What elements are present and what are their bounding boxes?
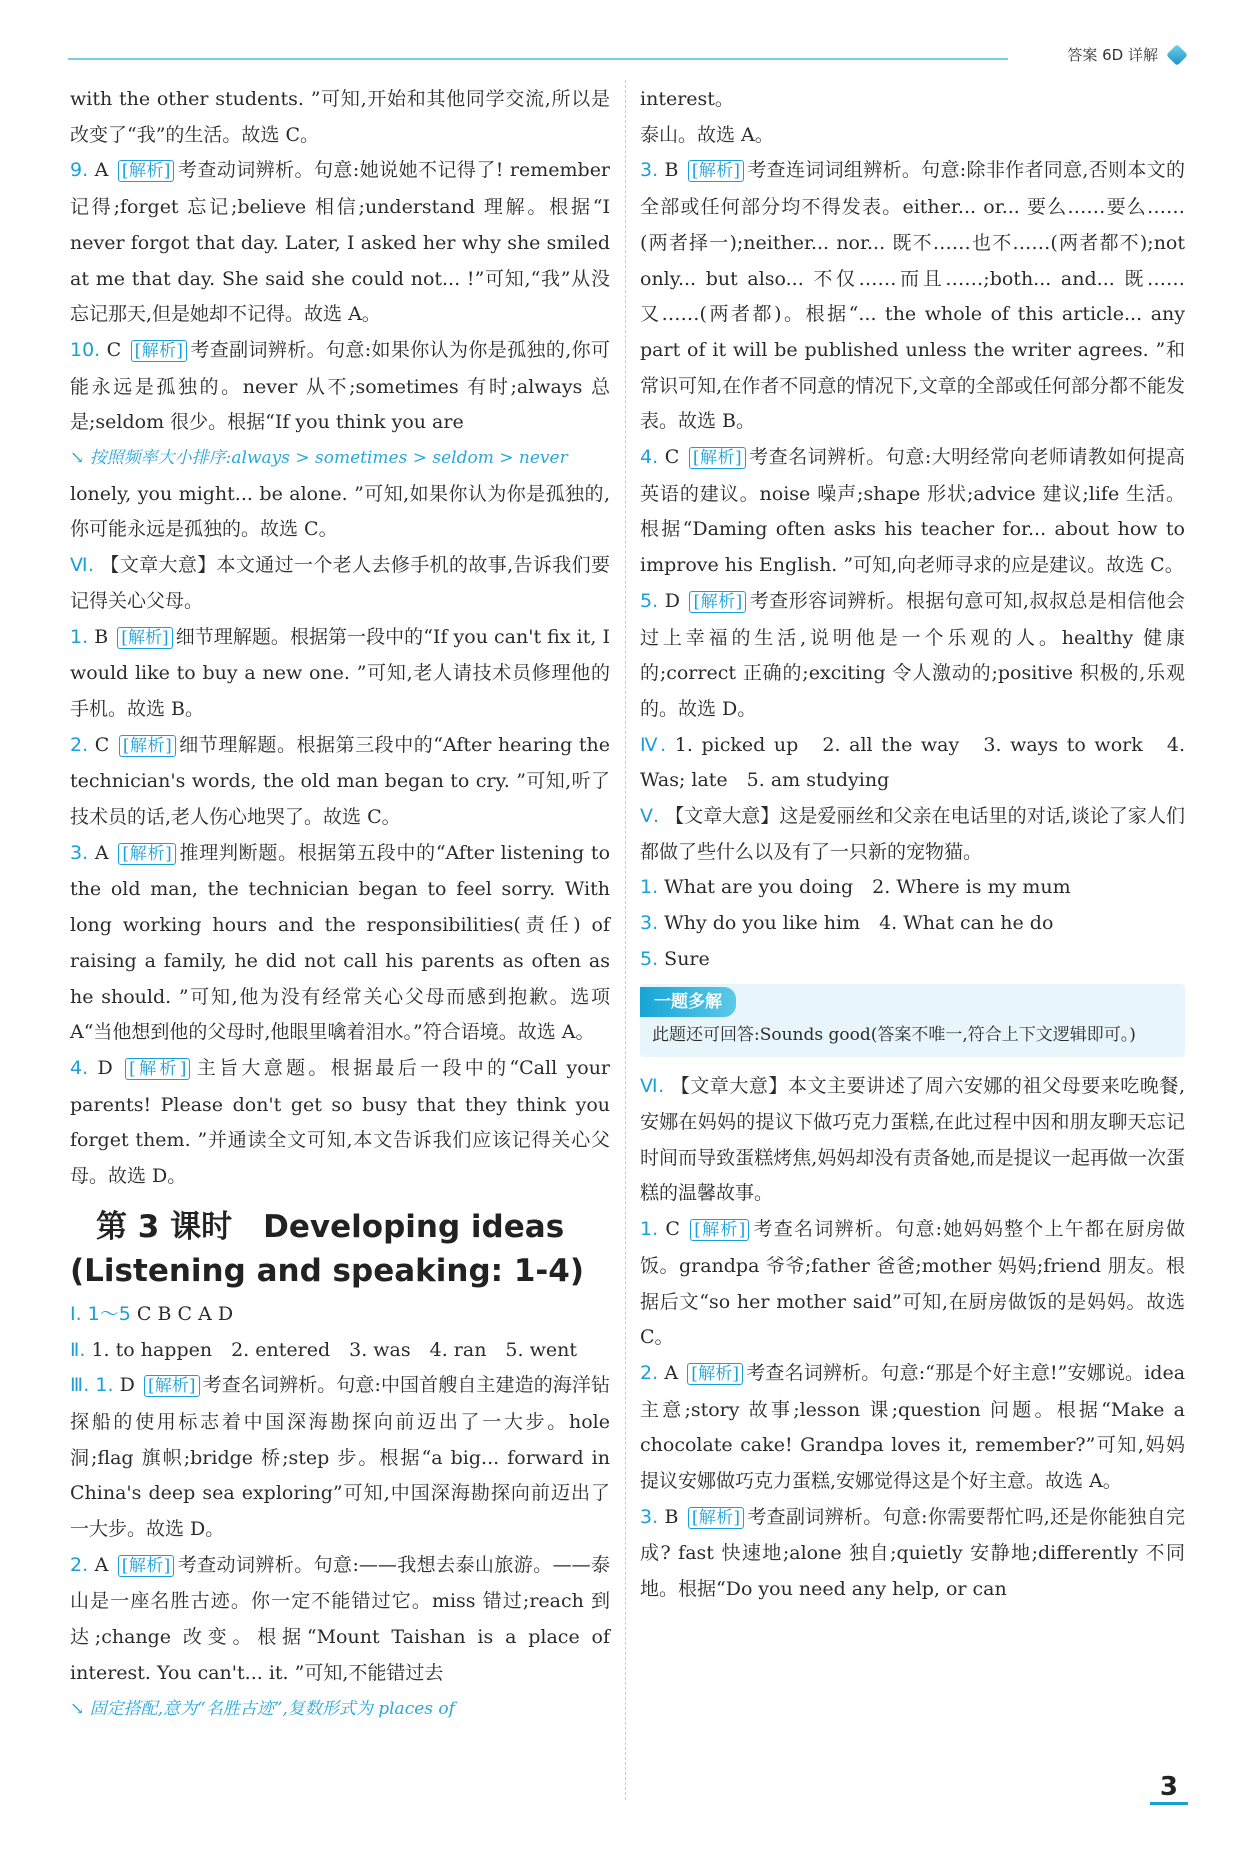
- answer-text: 细节理解题。根据第一段中的“If you can't fix it, I would like to buy a new one. ”可知,老人请技术员修理他的手机。故选 B。: [70, 625, 610, 720]
- answer-item: [70, 1333, 610, 1369]
- analysis-tag: [解析]: [689, 591, 746, 613]
- answer-text: lonely, you might... be alone. ”可知,如果你认为你是孤独的,你可能永远是孤独的。故选 C。: [70, 482, 610, 541]
- answer-item: [640, 942, 1185, 978]
- item-number: 9.: [70, 159, 95, 182]
- answer-letter: D: [119, 1374, 141, 1397]
- answer-item: [640, 799, 1185, 870]
- alternative-answer-tag: 一题多解: [640, 987, 736, 1017]
- answer-text: 考查形容词辨析。根据句意可知,叔叔总是相信他会过上幸福的生活,说明他是一个乐观的人。healthy 健康的;correct 正确的;exciting 令人激动的;positive 积极的,乐观的。故选 D。: [640, 589, 1186, 720]
- item-number: 5.: [640, 947, 665, 970]
- header-rule: [68, 58, 1008, 60]
- answer-text: 推理判断题。根据第五段中的“After listening to the old man, the technician began to feel sorry. With long working hours and the responsibilities(责任) of raising a family, he did not call his parents as often as he should. ”可知,他为没有经常关心父母而感到抱歉。选项 A“当他想到他的父母时,他眼里噙着泪水。”符合语境。故选 A。: [70, 841, 611, 1044]
- answer-letter: B: [664, 159, 685, 182]
- answer-item: [640, 1069, 1185, 1212]
- answer-text: 考查名词辨析。句意:“那是个好主意!”安娜说。idea 主意;story 故事;lesson 课;question 问题。根据“Make a chocolate cake! Grandpa loves it, remember?”可知,妈妈提议安娜做巧克力蛋糕,安娜觉得这是个好主意。故选 A。: [640, 1361, 1186, 1493]
- answer-text: 考查名词辨析。句意:中国首艘自主建造的海洋钻探船的使用标志着中国深海勘探向前迈出了一大步。hole 洞;flag 旗帜;bridge 桥;step 步。根据“a big... forward in China's deep sea exploring”可知,中国深海勘探向前迈出了一大步。故选 D。: [70, 1374, 610, 1541]
- item-number: 10.: [70, 338, 107, 361]
- answer-item: [640, 1500, 1185, 1608]
- item-number: 1.: [70, 625, 95, 648]
- answer-text: 主旨大意题。根据最后一段中的“Call your parents! Please don't get so busy that they think you forget them. ”并通读全文可知,本文告诉我们应该记得关心父母。故选 D。: [70, 1056, 611, 1188]
- answer-item: [70, 1297, 610, 1333]
- analysis-tag: [解析]: [131, 340, 187, 362]
- answer-text: 【文章大意】本文主要讲述了周六安娜的祖父母要来吃晚餐,安娜在妈妈的提议下做巧克力蛋糕,在此过程中因和朋友聊天忘记时间而导致蛋糕烤焦,妈妈却没有责备她,而是提议一起再做一次蛋糕的温馨故事。: [640, 1075, 1185, 1205]
- analysis-tag: [解析]: [118, 843, 175, 865]
- answer-text: 【文章大意】这是爱丽丝和父亲在电话里的对话,谈论了家人们都做了些什么以及有了一只新的宠物猫。: [640, 805, 1185, 863]
- answer-item: [70, 548, 610, 619]
- answer-item: [70, 333, 610, 548]
- analysis-tag: [解析]: [117, 627, 172, 649]
- item-number: Ⅰ. 1～5: [70, 1302, 137, 1325]
- lesson-title-line1: 第 3 课时 Developing ideas: [96, 1208, 565, 1245]
- answer-text: 1. picked up 2. all the way 3. ways to work 4. Was; late 5. am studying: [640, 733, 1185, 792]
- answer-text: interest。: [640, 88, 734, 110]
- answer-item: [640, 1356, 1185, 1500]
- answer-text: 泰山。故选 A。: [640, 123, 774, 146]
- answer-item: [640, 870, 1185, 906]
- item-number: 4.: [640, 446, 665, 469]
- item-number: 4.: [70, 1056, 98, 1079]
- answer-item: [640, 440, 1185, 584]
- annotation-note: ↘ 按照频率大小排序:always > sometimes > seldom > never: [70, 448, 568, 469]
- item-number: Ⅱ.: [70, 1338, 92, 1361]
- item-number: 2.: [640, 1361, 665, 1384]
- answer-item: [70, 620, 610, 728]
- item-number: 3.: [640, 912, 665, 935]
- answer-item: [640, 153, 1185, 440]
- header-label: 答案 6D 详解: [1067, 46, 1158, 64]
- answer-letter: D: [97, 1056, 123, 1079]
- answer-text: with the other students. ”可知,开始和其他同学交流,所以是改变了“我”的生活。故选 C。: [70, 88, 610, 146]
- analysis-tag: [解析]: [687, 1363, 743, 1385]
- right-column: [640, 82, 1185, 1608]
- answer-letter: C: [106, 338, 128, 361]
- answer-letter: A: [94, 841, 116, 864]
- answer-text: C B C A D: [136, 1302, 234, 1325]
- answer-item: [70, 728, 610, 836]
- answer-text: 考查连词词组辨析。句意:除非作者同意,否则本文的全部或任何部分均不得发表。either... or... 要么……要么……(两者择一);neither... nor... 既不……也不……(两者都不);not only... but also... 不仅……而且……;both... and... 既……又……(两者都)。根据“... the whole of this article... any part of it will be published unless the writer agrees. ”和常识可知,在作者不同意的情况下,文章的全部或任何部分都不能发表。故选 B。: [640, 159, 1185, 433]
- analysis-tag: [解析]: [689, 447, 746, 469]
- answer-item: [640, 728, 1185, 799]
- item-number: Ⅳ.: [640, 733, 675, 756]
- answer-text: What are you doing 2. Where is my mum: [664, 876, 1071, 899]
- lesson-title: [70, 1205, 610, 1293]
- item-number: 3.: [640, 159, 665, 182]
- analysis-tag: [解析]: [690, 1219, 749, 1241]
- answer-text: 考查副词辨析。句意:你需要帮忙吗,还是你能独自完成? fast 快速地;alone 独自;quietly 安静地;differently 不同地。根据“Do you need any help, or can: [640, 1505, 1185, 1601]
- answer-letter: A: [664, 1361, 685, 1384]
- answer-item: [640, 1212, 1185, 1356]
- analysis-tag: [解析]: [688, 1507, 744, 1529]
- answer-text: 考查副词辨析。句意:如果你认为你是孤独的,你可能永远是孤独的。never 从不;sometimes 有时;always 总是;seldom 很少。根据“If you think you are: [70, 338, 611, 434]
- item-number: 3.: [70, 841, 95, 864]
- answer-letter: A: [94, 1553, 115, 1576]
- answer-letter: B: [664, 1505, 685, 1528]
- answer-text: Why do you like him 4. What can he do: [664, 912, 1054, 935]
- left-column: [70, 82, 610, 1727]
- answer-text: 1. to happen 2. entered 3. was 4. ran 5. went: [91, 1338, 577, 1361]
- analysis-tag: [解析]: [118, 1555, 175, 1577]
- answer-item: [70, 1548, 610, 1728]
- item-number: 5.: [640, 589, 665, 612]
- answer-text: 【文章大意】本文通过一个老人去修手机的故事,告诉我们要记得关心父母。: [70, 554, 610, 612]
- answer-item: [70, 1051, 610, 1195]
- item-number: Ⅵ.: [70, 554, 101, 577]
- answer-item: [70, 82, 610, 153]
- item-number: Ⅲ. 1.: [70, 1374, 120, 1397]
- answer-item: [70, 836, 610, 1051]
- analysis-tag: [解析]: [125, 1058, 190, 1080]
- item-number: 1.: [640, 876, 665, 899]
- analysis-tag: [解析]: [144, 1375, 200, 1397]
- answer-letter: B: [94, 625, 115, 648]
- analysis-tag: [解析]: [688, 160, 744, 182]
- answer-letter: A: [94, 159, 115, 182]
- answer-text: 细节理解题。根据第三段中的“After hearing the technician's words, the old man began to cry. ”可知,听了技术员的话,老人伤心地哭了。故选 C。: [70, 733, 611, 829]
- answer-text: 考查动词辨析。句意:——我想去泰山旅游。——泰山是一座名胜古迹。你一定不能错过它。miss 错过;reach 到达;change 改变。根据“Mount Taishan is a place of interest. You can't... it. ”可知,不能错过去: [70, 1553, 611, 1684]
- item-number: 2.: [70, 1553, 95, 1576]
- answer-item: [640, 118, 1185, 154]
- page-number: 3: [1150, 1772, 1188, 1805]
- annotation-note: ↘ 固定搭配,意为“名胜古迹”,复数形式为 places of: [70, 1698, 455, 1719]
- analysis-tag: [解析]: [118, 160, 175, 182]
- answer-letter: D: [664, 589, 687, 612]
- item-number: Ⅵ.: [640, 1075, 671, 1098]
- answer-item: [70, 1368, 610, 1548]
- item-number: 2.: [70, 733, 95, 756]
- item-number: 1.: [640, 1218, 666, 1241]
- lesson-title-line2: (Listening and speaking: 1-4): [70, 1252, 585, 1289]
- answer-text: 考查动词辨析。句意:她说她不记得了! remember 记得;forget 忘记;believe 相信;understand 理解。根据“I never forgot that day. Later, I asked her why she smiled at me that day. She said she could not... !”可知,“我”从没忘记那天,但是她却不记得。故选 A。: [70, 159, 611, 326]
- book-icon: [1166, 44, 1188, 66]
- answer-letter: C: [664, 446, 686, 469]
- alternative-answer-box: [640, 984, 1185, 1058]
- answer-letter: C: [665, 1218, 688, 1241]
- answer-text: 考查名词辨析。句意:她妈妈整个上午都在厨房做饭。grandpa 爷爷;father 爸爸;mother 妈妈;friend 朋友。根据后文“so her mother said”可知,在厨房做饭的是妈妈。故选 C。: [640, 1218, 1186, 1349]
- item-number: Ⅴ.: [640, 805, 666, 828]
- column-divider: [625, 80, 626, 1800]
- answer-text: Sure: [664, 947, 710, 970]
- answer-item: [640, 584, 1185, 728]
- answer-item: [640, 82, 1185, 118]
- item-number: 3.: [640, 1505, 665, 1528]
- alternative-answer-text: 此题还可回答:Sounds good(答案不唯一,符合上下文逻辑即可。): [652, 1025, 1136, 1046]
- answer-text: 考查名词辨析。句意:大明经常向老师请教如何提高英语的建议。noise 噪声;shape 形状;advice 建议;life 生活。根据“Daming often asks his teacher for... about how to improve his English. ”可知,向老师寻求的应是建议。故选 C。: [640, 446, 1186, 577]
- answer-letter: C: [94, 733, 116, 756]
- analysis-tag: [解析]: [119, 735, 176, 757]
- answer-item: [70, 153, 610, 333]
- answer-item: [640, 906, 1185, 942]
